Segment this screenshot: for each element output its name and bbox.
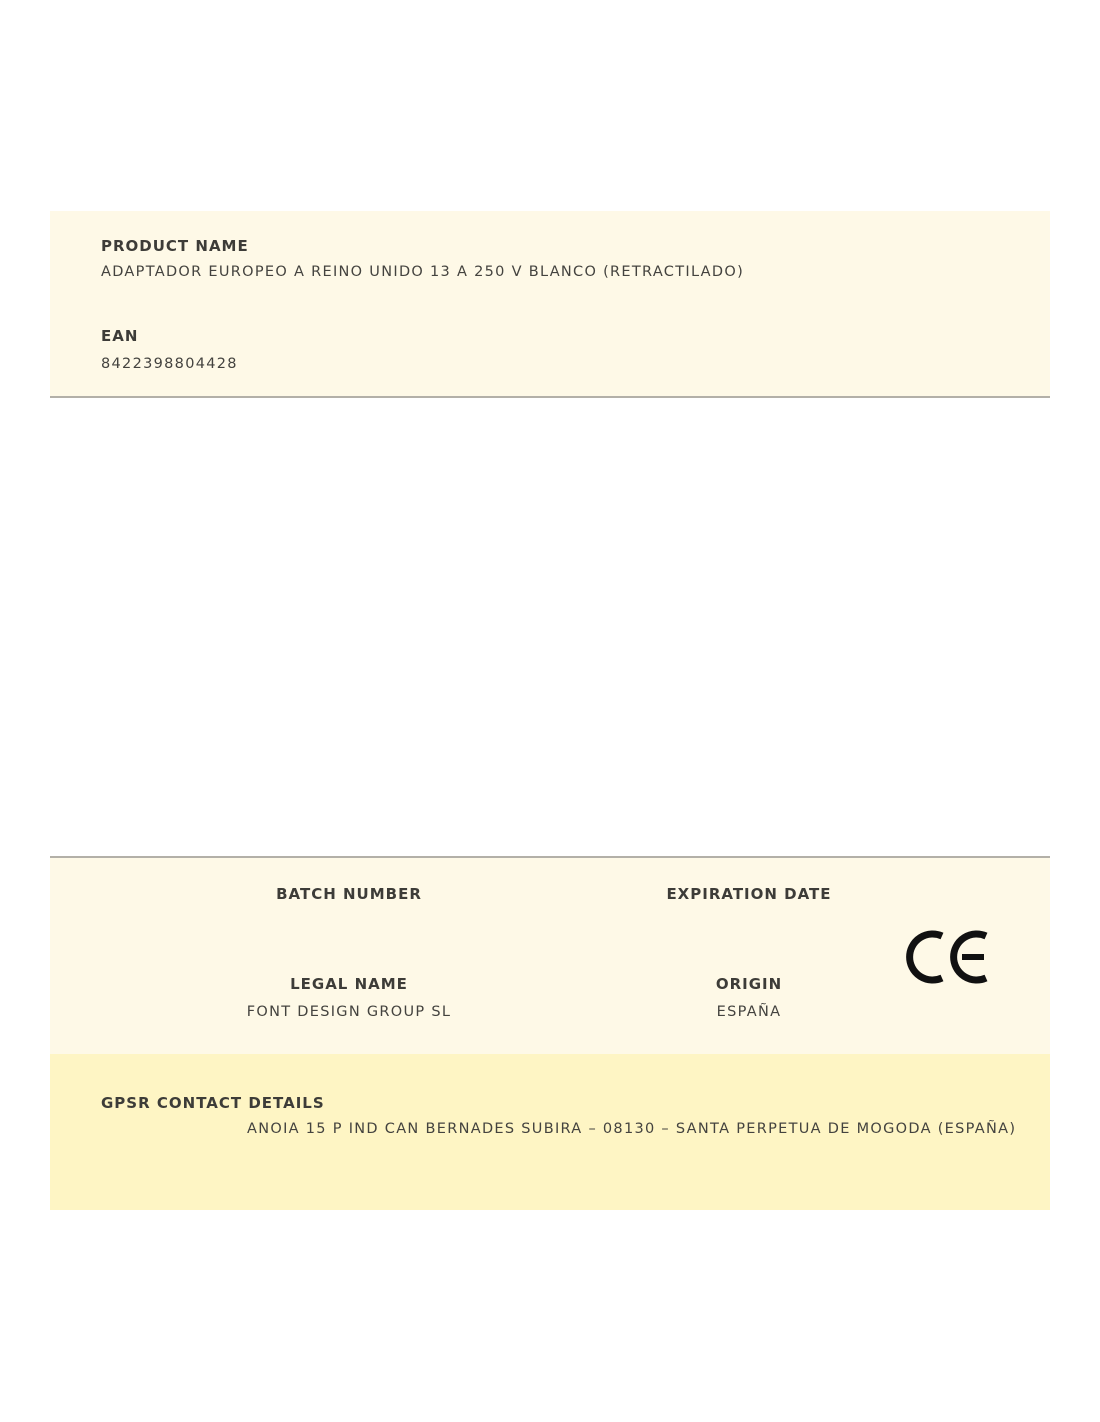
batch-number-field (199, 885, 499, 903)
legal-name-value: FONT DESIGN GROUP SL (246, 1004, 452, 1020)
product-section (50, 211, 1050, 398)
ean-value: 8422398804428 (101, 356, 238, 372)
batch-number-label: BATCH NUMBER (276, 885, 422, 903)
details-section (50, 856, 1050, 1056)
ce-marking-icon (906, 926, 992, 988)
product-name-label: PRODUCT NAME (101, 237, 249, 255)
legal-name-field (199, 975, 499, 1020)
ean-label: EAN (101, 327, 139, 345)
legal-name-label: LEGAL NAME (290, 975, 408, 993)
gpsr-contact-label: GPSR CONTACT DETAILS (101, 1094, 325, 1112)
product-name-value: ADAPTADOR EUROPEO A REINO UNIDO 13 A 250 V BLANCO (RETRACTILADO) (101, 264, 745, 280)
origin-value: ESPAÑA (716, 1004, 782, 1020)
expiration-date-label: EXPIRATION DATE (666, 885, 832, 903)
gpsr-contact-address: ANOIA 15 P IND CAN BERNADES SUBIRA – 08130 – SANTA PERPETUA DE MOGODA (ESPAÑA) (247, 1121, 1017, 1137)
origin-label: ORIGIN (715, 975, 783, 993)
gpsr-section (50, 1054, 1050, 1210)
expiration-date-field (599, 885, 899, 903)
origin-field (599, 975, 899, 1020)
